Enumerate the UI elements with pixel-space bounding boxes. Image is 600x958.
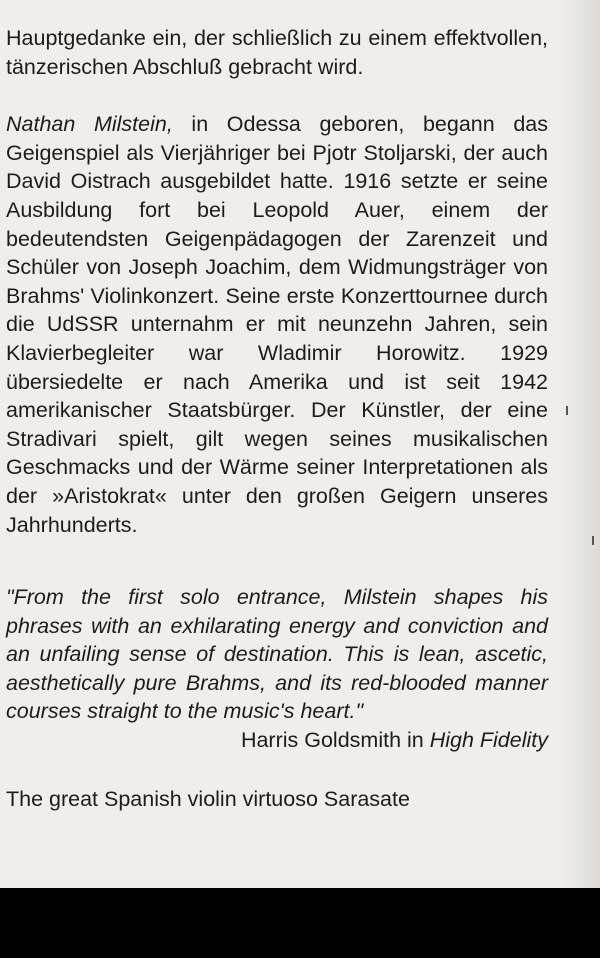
biography-text: in Odessa geboren, begann das Geigenspiel als Vierjähriger bei Pjotr Stoljarski, der auch David Oistrach ausgebildet hatte. 1916 setzte er seine Ausbildung fort bei Leopold Auer, einem der bedeutendsten Geigenpädagogen der Zarenzeit und Schüler von Joseph Joachim, dem Widmungsträger von Brahms' Violinkonzert. Seine erste Konzerttournee durch die UdSSR unternahm er mit neunzehn Jahren, sein Klavierbegleiter war Wladimir Horowitz. 1929 übersiedelte er nach Amerika und ist seit 1942 amerikanischer Staatsbürger. Der Künstler, der eine Stradivari spielt, gilt wegen seines musikalischen Geschmacks und der Wärme seiner Interpretationen als der »Aristokrat« unter den großen Geigern unseres Jahrhunderts.	[6, 112, 548, 537]
margin-mark	[592, 536, 594, 545]
artist-name: Nathan Milstein,	[6, 112, 173, 137]
paragraph-biography	[6, 110, 548, 539]
body-text	[6, 24, 548, 813]
paragraph-next: The great Spanish violin virtuoso Sarasate	[6, 786, 410, 811]
margin-mark	[566, 406, 568, 415]
attribution-author: Harris Goldsmith in	[240, 728, 430, 753]
quote-attribution	[6, 726, 548, 755]
attribution-source: High Fidelity	[429, 728, 548, 753]
scan-border	[0, 888, 600, 958]
paragraph-continuation: Hauptgedanke ein, der schließlich zu einem effektvollen, tänzerischen Abschluß gebracht wird.	[6, 26, 548, 79]
page-edge-shading	[560, 0, 600, 888]
review-quote: "From the first solo entrance, Milstein shapes his phrases with an exhilarating energy and conviction and an unfailing sense of destination. This is lean, ascetic, aesthetically pure Brahms, and its red-blooded manner courses straight to the music's heart."	[6, 585, 548, 724]
